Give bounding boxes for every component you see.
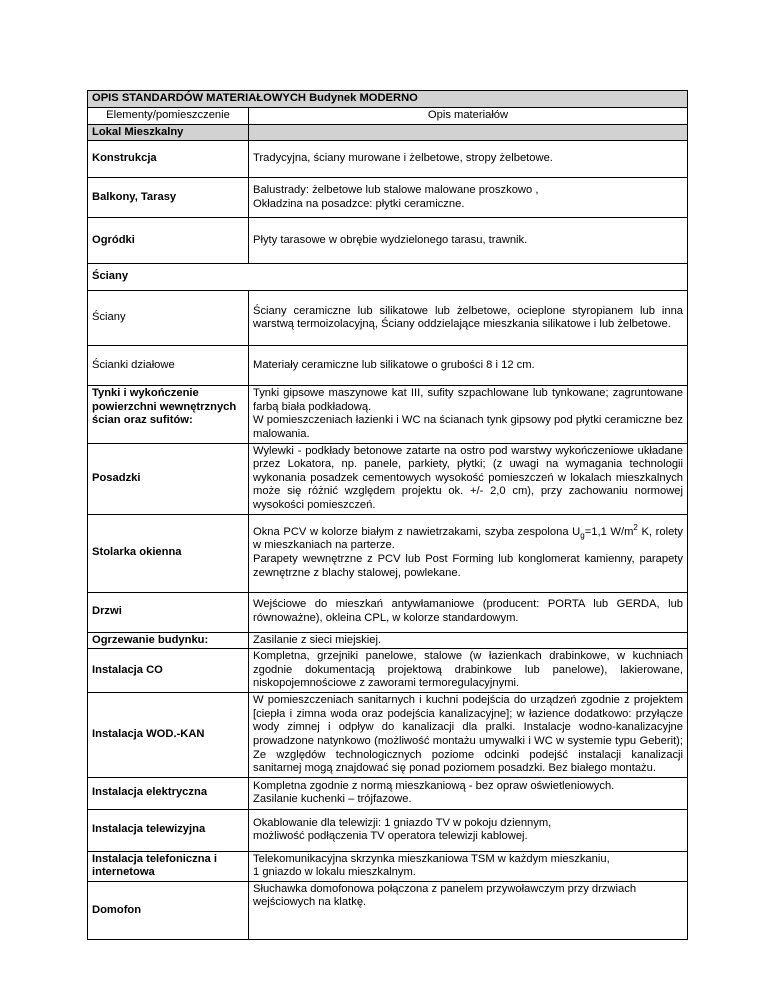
table-row [88, 141, 688, 178]
materials-standards-table [87, 90, 688, 940]
row-text-sciany: Ściany ceramiczne lub silikatowe lub żelbetowe, ocieplone styropianem lub inna warstwą termoizolacyjną, Ściany oddzielające mieszkania silikatowe i lub żelbetowe. [249, 291, 688, 346]
table-row [88, 777, 688, 809]
row-label-drzwi: Drzwi [88, 592, 249, 632]
row-label-scianki: Ścianki działowe [88, 346, 249, 386]
row-label-ogrodki: Ogródki [88, 218, 249, 264]
table-row [88, 592, 688, 632]
telefoniczna-line-2: 1 gniazdo w lokalu mieszkalnym. [253, 866, 416, 879]
tynki-paragraph-1: Tynki gipsowe maszynowe kat III, sufity szpachlowane lub tynkowane; zagruntowane farbą biała podkładową. [253, 387, 684, 413]
table-row [88, 178, 688, 218]
stolarka-text-c: K, rolety w mieszkaniach na parterze. [253, 525, 683, 552]
section-lokal-mieszkalny: Lokal Mieszkalny [88, 124, 249, 141]
header-row [88, 108, 688, 125]
domofon-line-2: wejściowych na klatkę. [253, 896, 367, 909]
document-title: OPIS STANDARDÓW MATERIAŁOWYCH Budynek MODERNO [88, 91, 688, 108]
row-text-wodkan: W pomieszczeniach sanitarnych i kuchni podejścia do urządzeń zgodnie z projektem [ciepła i zimna woda oraz podejścia kanalizacyjne]; w łazience dodatkowo: przyłącze wody zimnej i odpływ do kanalizacji dla pralki. Instalacje wodno-kanalizacyjne prowadzone natynkowo (możliwość montażu umywalki i WC w systemie typu Geberit); Ze względów technologicznych poziome odcinki podejść instalacji kanalizacji sanitarnej mogą znajdować się ponad poziomem posadzki. Bez białego montażu. [249, 693, 688, 778]
row-text-tynki [249, 386, 688, 443]
telefoniczna-line-1: Telekomunikacyjna skrzynka mieszkaniowa TSM w każdym mieszkaniu, [253, 852, 610, 865]
row-label-posadzki: Posadzki [88, 443, 249, 514]
row-text-drzwi: Wejściowe do mieszkań antywłamaniowe (producent: PORTA lub GERDA, lub równoważne), okleina CPL, w kolorze standardowym. [249, 592, 688, 632]
section-row-lokal [88, 124, 688, 141]
stolarka-text-b: =1,1 W/m [584, 525, 634, 538]
table-row [88, 649, 688, 693]
row-text-konstrukcja: Tradycyjna, ściany murowane i żelbetowe, stropy żelbetowe. [249, 141, 688, 178]
table-row [88, 514, 688, 592]
row-label-domofon: Domofon [88, 881, 249, 939]
row-label-tynki: Tynki i wykończenie powierzchni wewnętrznych ścian oraz sufitów: [88, 386, 249, 443]
stolarka-paragraph-2: Parapety wewnętrzne z PCV lub Post Forming lub konglomerat kamienny, parapety zewnętrzne z blachy stalowej, powlekane. [253, 553, 684, 579]
table-row [88, 346, 688, 386]
table-row [88, 809, 688, 851]
row-label-sciany: Ściany [88, 291, 249, 346]
row-text-telefoniczna [249, 851, 688, 881]
header-description: Opis materiałów [249, 108, 688, 125]
row-label-elektryczna: Instalacja elektryczna [88, 777, 249, 809]
table-row [88, 851, 688, 881]
table-row [88, 386, 688, 443]
row-text-ogrodki: Płyty tarasowe w obrębie wydzielonego tarasu, trawnik. [249, 218, 688, 264]
table-row [88, 218, 688, 264]
row-label-stolarka: Stolarka okienna [88, 514, 249, 592]
elektryczna-line-2: Zasilanie kuchenki – trójfazowe. [253, 793, 412, 806]
row-text-ogrzewanie: Zasilanie z sieci miejskiej. [249, 632, 688, 649]
row-text-co: Kompletna, grzejniki panelowe, stalowe (w łazienkach drabinkowe, w kuchniach zgodnie dokumentacją projektową drabinkowe lub panelowe), lakierowane, niskopojemnościowe z zaworami termoregulacyjnymi. [249, 649, 688, 693]
section-row-sciany [88, 264, 688, 291]
row-text-scianki: Materiały ceramiczne lub silikatowe o grubości 8 i 12 cm. [249, 346, 688, 386]
row-label-telefoniczna: Instalacja telefoniczna i internetowa [88, 851, 249, 881]
section-lokal-empty [249, 124, 688, 141]
telewizyjna-line-2: możliwość podłączenia TV operatora telewizji kablowej. [253, 830, 528, 843]
row-label-balkony: Balkony, Tarasy [88, 178, 249, 218]
table-row [88, 881, 688, 939]
table-row [88, 693, 688, 778]
row-text-posadzki: Wylewki - podkłady betonowe zatarte na ostro pod warstwy wykończeniowe układane przez Lokatora, np. panele, parkiety, płytki; (z uwagi na wymagania technologii wykonania posadzek cementowych wysokość pomieszczeń w lokalach mieszkalnych może się różnić względem projektu ok. +/- 2,0 cm), przy zachowaniu normowej wysokości pomieszczeń. [249, 443, 688, 514]
table-row [88, 291, 688, 346]
stolarka-text-a: Okna PCV w kolorze białym z nawietrzakami, szyba zespolona U [253, 525, 581, 538]
row-text-elektryczna [249, 777, 688, 809]
tynki-paragraph-2: W pomieszczeniach łazienki i WC na ścianach tynk gipsowy pod płytki ceramiczne bez malowania. [253, 414, 684, 440]
row-text-balkony [249, 178, 688, 218]
stolarka-subscript: g [580, 530, 585, 540]
table-row [88, 443, 688, 514]
stolarka-superscript: 2 [633, 522, 638, 532]
stolarka-paragraph-1 [253, 522, 683, 553]
row-label-co: Instalacja CO [88, 649, 249, 693]
balkony-line-1: Balustrady: żelbetowe lub stalowe malowane proszkowo , [253, 184, 539, 197]
row-label-telewizyjna: Instalacja telewizyjna [88, 809, 249, 851]
balkony-line-2: Okładzina na posadzce: płytki ceramiczne. [253, 197, 465, 210]
row-text-stolarka [249, 514, 688, 592]
telewizyjna-line-1: Okablowanie dla telewizji: 1 gniazdo TV w pokoju dziennym, [253, 816, 552, 829]
row-label-konstrukcja: Konstrukcja [88, 141, 249, 178]
domofon-line-1: Słuchawka domofonowa połączona z panelem przywoławczym przy drzwiach [253, 882, 637, 895]
header-element: Elementy/pomieszczenie [88, 108, 249, 125]
table-row [88, 632, 688, 649]
row-text-domofon [249, 881, 688, 939]
row-label-ogrzewanie: Ogrzewanie budynku: [88, 632, 249, 649]
row-label-wodkan: Instalacja WOD.-KAN [88, 693, 249, 778]
title-row [88, 91, 688, 108]
elektryczna-line-1: Kompletna zgodnie z normą mieszkaniową - bez opraw oświetleniowych. [253, 779, 615, 792]
row-text-telewizyjna [249, 809, 688, 851]
section-sciany: Ściany [88, 264, 688, 291]
